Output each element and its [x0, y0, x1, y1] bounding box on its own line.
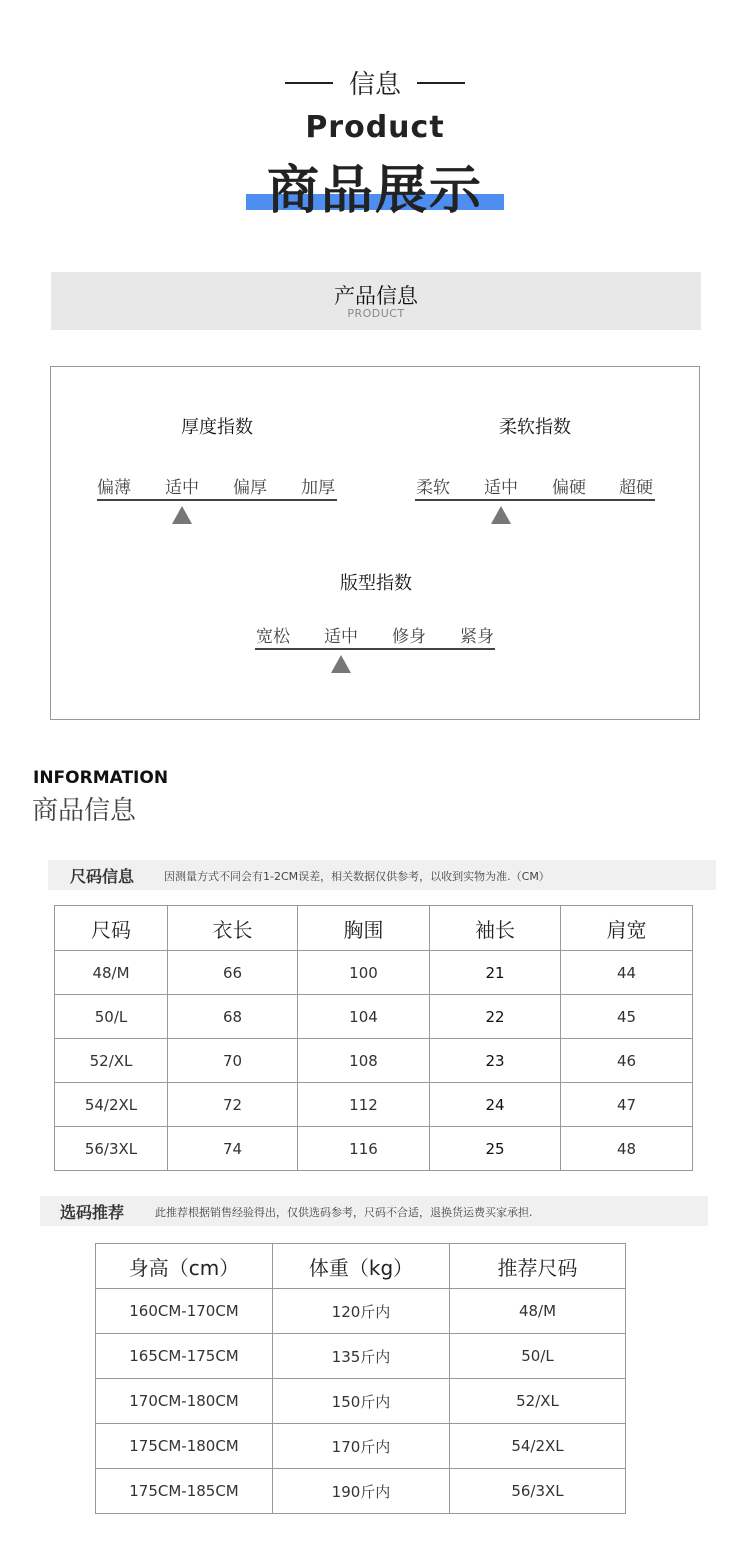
- table-row: [55, 951, 693, 995]
- table-cell: 48: [561, 1127, 693, 1171]
- softness-scale-line: [415, 499, 655, 501]
- table-row: [96, 1289, 626, 1334]
- information-title-cn: 商品信息: [32, 796, 137, 826]
- table-header-cell: 尺码: [55, 906, 168, 951]
- size-section-bar: [48, 860, 716, 890]
- fit-marker-icon: [331, 655, 351, 673]
- table-cell: 23: [430, 1039, 561, 1083]
- table-cell: 48/M: [450, 1289, 626, 1334]
- table-header-cell: 身高（cm）: [96, 1244, 273, 1289]
- table-row: [55, 1083, 693, 1127]
- table-header-cell: 肩宽: [561, 906, 693, 951]
- fit-option: 紧身: [460, 627, 494, 647]
- table-cell: 170CM-180CM: [96, 1379, 273, 1424]
- fit-scale-line: [255, 648, 495, 650]
- fit-option: 宽松: [256, 627, 290, 647]
- fit-option: 适中: [324, 627, 358, 647]
- table-cell: 112: [298, 1083, 430, 1127]
- table-cell: 45: [561, 995, 693, 1039]
- banner-title-en: PRODUCT: [347, 307, 405, 320]
- table-cell: 56/3XL: [450, 1469, 626, 1514]
- table-cell: 52/XL: [450, 1379, 626, 1424]
- thickness-option: 偏厚: [233, 478, 267, 498]
- table-header-cell: 胸围: [298, 906, 430, 951]
- softness-option: 适中: [484, 478, 518, 498]
- table-header-row: [55, 906, 693, 951]
- header-title-en: Product: [305, 110, 445, 145]
- table-cell: 175CM-180CM: [96, 1424, 273, 1469]
- softness-option: 超硬: [619, 478, 653, 498]
- table-header-cell: 推荐尺码: [450, 1244, 626, 1289]
- table-row: [96, 1424, 626, 1469]
- table-cell: 170斤内: [273, 1424, 450, 1469]
- table-cell: 165CM-175CM: [96, 1334, 273, 1379]
- thickness-option: 偏薄: [97, 478, 131, 498]
- table-cell: 47: [561, 1083, 693, 1127]
- table-cell: 135斤内: [273, 1334, 450, 1379]
- recommend-section-note: 此推荐根据销售经验得出，仅供选码参考，尺码不合适，退换货运费买家承担.: [155, 1206, 533, 1219]
- header-subtitle: 信息: [348, 70, 401, 100]
- table-row: [96, 1334, 626, 1379]
- table-cell: 50/L: [55, 995, 168, 1039]
- table-header-cell: 体重（kg）: [273, 1244, 450, 1289]
- table-cell: 52/XL: [55, 1039, 168, 1083]
- fit-option: 修身: [392, 627, 426, 647]
- softness-option: 偏硬: [552, 478, 586, 498]
- table-cell: 190斤内: [273, 1469, 450, 1514]
- thickness-option: 适中: [165, 478, 199, 498]
- table-cell: 108: [298, 1039, 430, 1083]
- fit-title: 版型指数: [340, 573, 412, 594]
- table-cell: 25: [430, 1127, 561, 1171]
- thickness-title: 厚度指数: [181, 417, 253, 438]
- table-cell: 160CM-170CM: [96, 1289, 273, 1334]
- recommend-section-bar: [40, 1196, 708, 1226]
- table-cell: 54/2XL: [450, 1424, 626, 1469]
- table-cell: 44: [561, 951, 693, 995]
- table-cell: 54/2XL: [55, 1083, 168, 1127]
- product-banner: [51, 272, 701, 330]
- table-cell: 104: [298, 995, 430, 1039]
- table-cell: 68: [168, 995, 298, 1039]
- table-cell: 120斤内: [273, 1289, 450, 1334]
- banner-title-cn: 产品信息: [334, 284, 418, 308]
- size-section-note: 因测量方式不同会有1-2CM误差，相关数据仅供参考，以收到实物为准.（CM）: [164, 870, 550, 883]
- table-header-cell: 衣长: [168, 906, 298, 951]
- table-header-row: [96, 1244, 626, 1289]
- table-row: [55, 995, 693, 1039]
- table-cell: 74: [168, 1127, 298, 1171]
- table-cell: 175CM-185CM: [96, 1469, 273, 1514]
- table-row: [55, 1039, 693, 1083]
- table-row: [96, 1379, 626, 1424]
- table-header-cell: 袖长: [430, 906, 561, 951]
- table-row: [96, 1469, 626, 1514]
- softness-marker-icon: [491, 506, 511, 524]
- table-cell: 72: [168, 1083, 298, 1127]
- softness-option: 柔软: [416, 478, 450, 498]
- thickness-scale-line: [97, 499, 337, 501]
- table-cell: 46: [561, 1039, 693, 1083]
- table-cell: 70: [168, 1039, 298, 1083]
- table-cell: 116: [298, 1127, 430, 1171]
- table-cell: 50/L: [450, 1334, 626, 1379]
- softness-title: 柔软指数: [499, 417, 571, 438]
- table-cell: 56/3XL: [55, 1127, 168, 1171]
- recommend-table: [95, 1243, 626, 1514]
- header-title-cn: 商品展示: [266, 161, 483, 221]
- size-section-title: 尺码信息: [70, 867, 135, 886]
- table-cell: 48/M: [55, 951, 168, 995]
- table-cell: 66: [168, 951, 298, 995]
- table-cell: 24: [430, 1083, 561, 1127]
- table-cell: 150斤内: [273, 1379, 450, 1424]
- size-table: [54, 905, 693, 1171]
- recommend-section-title: 选码推荐: [60, 1203, 125, 1222]
- table-row: [55, 1127, 693, 1171]
- thickness-marker-icon: [172, 506, 192, 524]
- table-cell: 21: [430, 951, 561, 995]
- table-cell: 100: [298, 951, 430, 995]
- indices-box: [50, 366, 700, 720]
- thickness-option: 加厚: [301, 478, 335, 498]
- information-title-en: INFORMATION: [33, 768, 169, 788]
- table-cell: 22: [430, 995, 561, 1039]
